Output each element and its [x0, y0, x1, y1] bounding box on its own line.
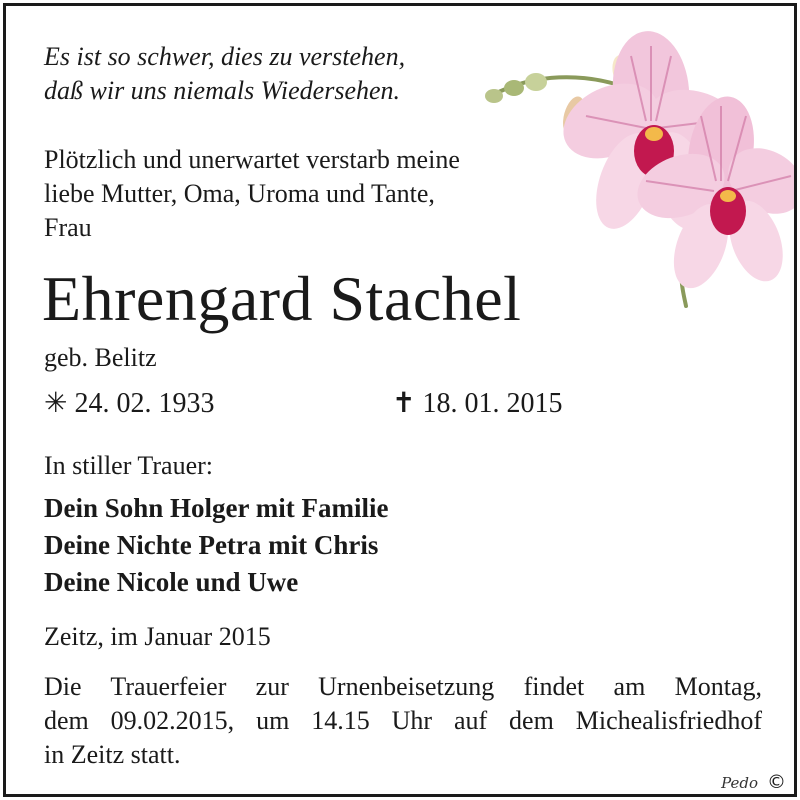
obituary-card	[3, 3, 797, 797]
place-date: Zeitz, im Januar 2015	[44, 622, 271, 651]
mourner-entry: Dein Sohn Holger mit Familie	[44, 493, 389, 523]
mourner-entry: Deine Nichte Petra mit Chris	[44, 530, 379, 560]
birth-date: 24. 02. 1933	[74, 388, 215, 419]
mourner-entry: Deine Nicole und Uwe	[44, 567, 299, 597]
cross-icon: ✝	[392, 388, 416, 419]
birth-name: geb. Belitz	[44, 343, 157, 372]
designer-signature: Pedo	[721, 774, 758, 792]
copyright-icon: ©	[767, 771, 786, 793]
death-entry	[392, 387, 562, 421]
funeral-line: Die Trauerfeier zur Urnenbeisetzung findet am Montag,	[44, 672, 762, 701]
funeral-line: in Zeitz statt.	[44, 740, 181, 769]
deceased-name: Ehrengard Stachel	[42, 263, 522, 334]
intro-line: Plötzlich und unerwartet verstarb meine	[44, 145, 460, 174]
life-dates	[44, 387, 563, 421]
mourners-list	[44, 490, 389, 601]
mourning-heading: In stiller Trauer:	[44, 451, 213, 480]
intro-text	[44, 143, 460, 245]
motto-line: daß wir uns niemals Wiedersehen.	[44, 76, 401, 105]
birth-star-icon: ✳	[44, 388, 68, 419]
motto-line: Es ist so schwer, dies zu verstehen,	[44, 42, 406, 71]
intro-line: Frau	[44, 213, 92, 242]
motto-verse	[44, 40, 405, 108]
funeral-notice	[44, 670, 762, 772]
orchid-icon	[476, 16, 796, 316]
death-date: 18. 01. 2015	[422, 388, 563, 419]
funeral-line: dem 09.02.2015, um 14.15 Uhr auf dem Michealisfriedhof	[44, 706, 762, 735]
intro-line: liebe Mutter, Oma, Uroma und Tante,	[44, 179, 435, 208]
